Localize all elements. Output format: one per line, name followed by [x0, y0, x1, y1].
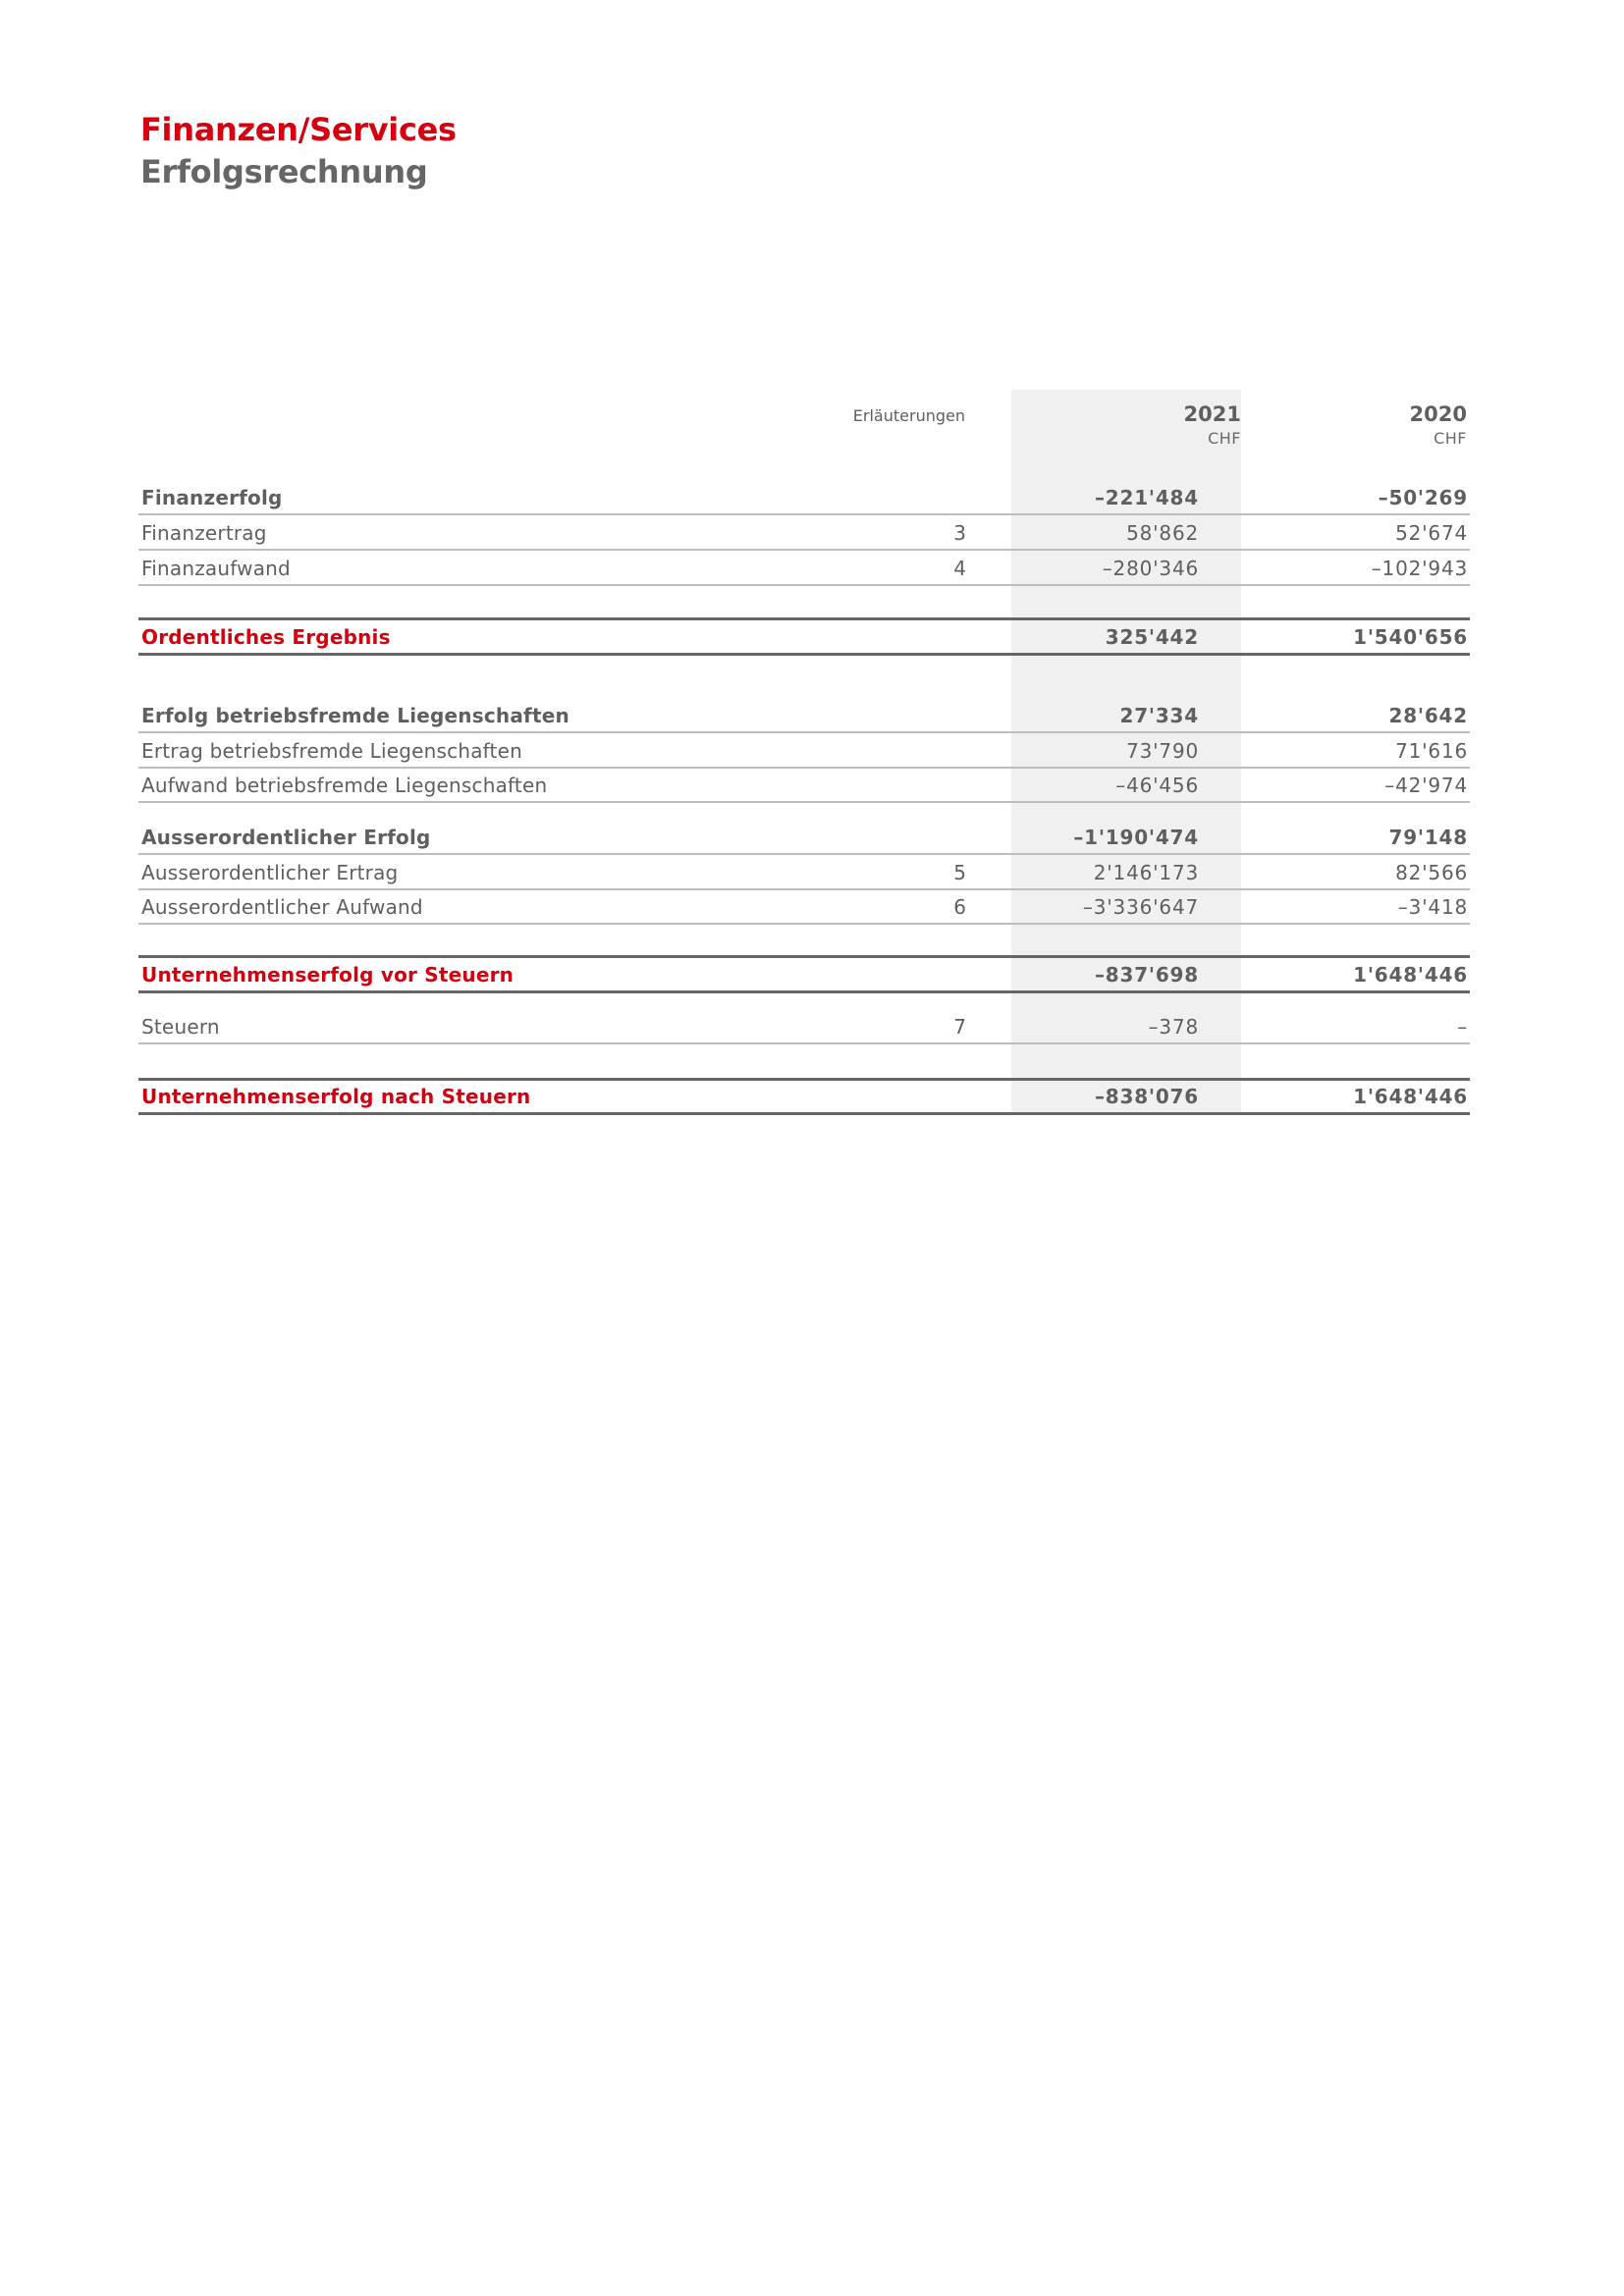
row-label: Ausserordentlicher Erfolg	[141, 826, 431, 849]
year-2020-header: 2020	[1409, 402, 1467, 426]
table-row	[138, 733, 1470, 769]
table-row	[138, 889, 1470, 925]
row-value-2020: 52'674	[1395, 521, 1468, 545]
row-label: Finanzerfolg	[141, 486, 283, 509]
row-value-2020: 71'616	[1395, 739, 1468, 763]
row-label: Erfolg betriebsfremde Liegenschaften	[141, 704, 569, 727]
table-row	[138, 768, 1470, 803]
row-value-2021: –378	[1148, 1015, 1199, 1039]
section-title: Finanzen/Services	[140, 111, 457, 148]
currency-2020-header: CHF	[1434, 429, 1467, 448]
row-value-2021: 58'862	[1126, 521, 1199, 545]
row-value-2021: –221'484	[1094, 486, 1199, 509]
row-label: Aufwand betriebsfremde Liegenschaften	[141, 774, 548, 797]
table-row	[138, 855, 1470, 890]
table-row	[138, 820, 1470, 855]
row-value-2021: 73'790	[1126, 739, 1199, 763]
row-note: 4	[953, 557, 966, 580]
row-label: Finanzaufwand	[141, 557, 291, 580]
row-value-2020: 1'648'446	[1353, 1085, 1468, 1108]
row-value-2021: 325'442	[1105, 625, 1199, 649]
row-label: Unternehmenserfolg vor Steuern	[141, 963, 514, 987]
row-value-2020: –50'269	[1378, 486, 1468, 509]
table-row	[138, 698, 1470, 733]
row-value-2020: 28'642	[1388, 704, 1468, 727]
row-label: Ertrag betriebsfremde Liegenschaften	[141, 739, 522, 763]
table-row	[138, 515, 1470, 551]
row-label: Unternehmenserfolg nach Steuern	[141, 1085, 531, 1108]
page-title: Erfolgsrechnung	[140, 153, 428, 190]
row-note: 5	[953, 861, 966, 884]
row-value-2020: –3'418	[1397, 895, 1468, 919]
row-value-2020: –	[1457, 1015, 1468, 1039]
row-value-2021: –838'076	[1094, 1085, 1199, 1108]
table-row	[138, 551, 1470, 586]
row-value-2021: –46'456	[1115, 774, 1199, 797]
row-value-2021: 27'334	[1119, 704, 1199, 727]
row-note: 6	[953, 895, 966, 919]
row-value-2021: –837'698	[1094, 963, 1199, 987]
row-note: 7	[953, 1015, 966, 1039]
table-row-total	[138, 619, 1470, 656]
notes-column-header: Erläuterungen	[852, 406, 965, 425]
row-label: Ausserordentlicher Aufwand	[141, 895, 423, 919]
currency-2021-header: CHF	[1208, 429, 1241, 448]
row-value-2020: 79'148	[1388, 826, 1468, 849]
year-2021-header: 2021	[1183, 402, 1241, 426]
row-value-2021: –3'336'647	[1082, 895, 1199, 919]
row-value-2021: –280'346	[1102, 557, 1199, 580]
row-value-2020: –42'974	[1384, 774, 1468, 797]
table-row	[138, 480, 1470, 515]
row-value-2020: 82'566	[1395, 861, 1468, 884]
row-value-2021: –1'190'474	[1073, 826, 1199, 849]
row-value-2020: 1'648'446	[1353, 963, 1468, 987]
row-label: Ordentliches Ergebnis	[141, 625, 391, 649]
row-value-2021: 2'146'173	[1093, 861, 1199, 884]
row-label: Finanzertrag	[141, 521, 267, 545]
row-value-2020: 1'540'656	[1353, 625, 1468, 649]
table-row	[138, 1009, 1470, 1044]
table-row-total	[138, 957, 1470, 993]
table-row-total	[138, 1079, 1470, 1115]
row-note: 3	[953, 521, 966, 545]
row-value-2020: –102'943	[1371, 557, 1468, 580]
row-label: Steuern	[141, 1015, 220, 1039]
row-label: Ausserordentlicher Ertrag	[141, 861, 399, 884]
